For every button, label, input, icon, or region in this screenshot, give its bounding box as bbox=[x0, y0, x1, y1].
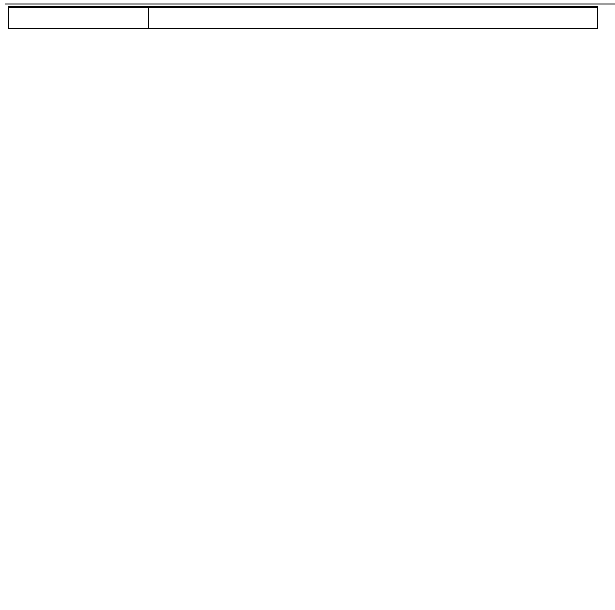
header-row bbox=[9, 7, 598, 28]
page-top-gridline bbox=[5, 3, 615, 5]
header-cell-performance[interactable] bbox=[149, 7, 598, 28]
header-cell-material[interactable] bbox=[9, 7, 149, 28]
corrosion-resistance-table bbox=[8, 6, 598, 29]
